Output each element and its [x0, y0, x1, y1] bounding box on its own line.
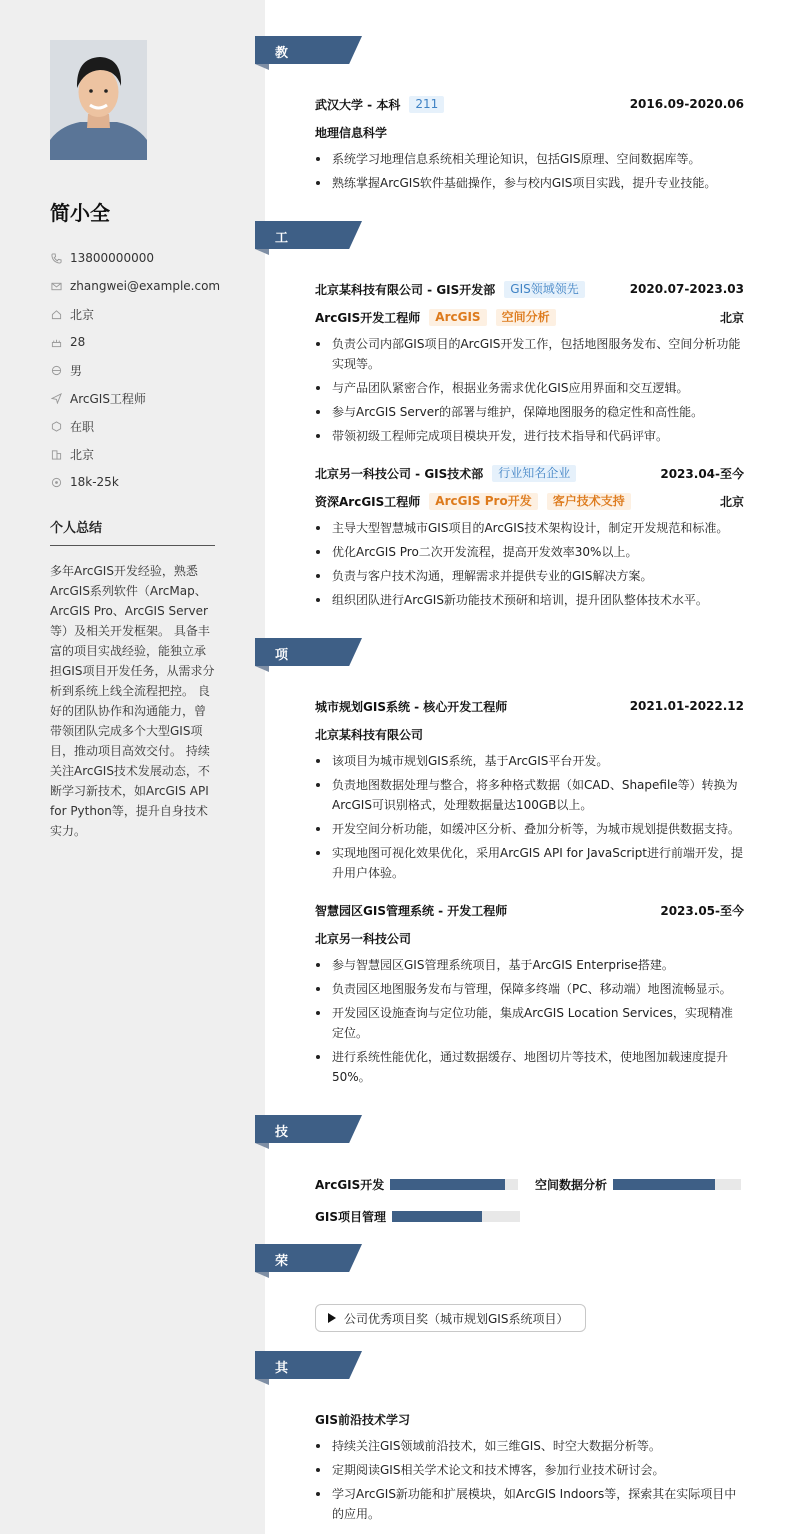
- candidate-name: 简小全: [50, 201, 110, 225]
- other-title: GIS前沿技术学习: [315, 1412, 410, 1427]
- skill-bar-fill: [390, 1179, 505, 1190]
- education-bullets: [315, 149, 744, 193]
- city-icon: [50, 448, 62, 460]
- work-skill-tag: 空间分析: [496, 309, 556, 326]
- list-item: 参与ArcGIS Server的部署与维护，保障地图服务的稳定性和高性能。: [315, 402, 744, 422]
- list-item: 负责园区地图服务发布与管理，保障多终端（PC、移动端）地图流畅显示。: [315, 979, 744, 999]
- education-period: 2016.09-2020.06: [629, 97, 744, 111]
- info-gender: [50, 356, 220, 384]
- list-item: 负责公司内部GIS项目的ArcGIS开发工作，包括地图服务发布、空间分析功能实现等。: [315, 334, 744, 374]
- contact-info-list: [50, 244, 220, 496]
- info-gender-text: 男: [70, 363, 83, 378]
- info-city: [50, 440, 220, 468]
- info-city-text: 北京: [70, 447, 95, 462]
- avatar: [50, 40, 147, 160]
- work-bullets: [315, 518, 744, 610]
- section-projects-title: 项目经历: [275, 648, 290, 720]
- work-title: ArcGIS开发工程师: [315, 310, 421, 325]
- sidebar: [0, 0, 265, 1534]
- status-icon: [50, 420, 62, 432]
- project-entry: [315, 901, 744, 1091]
- info-email-text[interactable]: zhangwei@example.com: [70, 279, 221, 293]
- info-salary: [50, 468, 220, 496]
- play-triangle-icon: [328, 1313, 336, 1323]
- list-item: 负责与客户技术沟通，理解需求并提供专业的GIS解决方案。: [315, 566, 744, 586]
- work-company: 北京某科技有限公司 - GIS开发部: [315, 282, 496, 297]
- project-bullets: [315, 751, 744, 883]
- work-entry: [315, 464, 744, 614]
- work-company: 北京另一科技公司 - GIS技术部: [315, 466, 484, 481]
- avatar-portrait-icon: [50, 40, 147, 160]
- education-tag: 211: [409, 96, 444, 113]
- skill-bar-fill: [613, 1179, 715, 1190]
- project-name: 智慧园区GIS管理系统 - 开发工程师: [315, 903, 508, 918]
- education-entry: [315, 95, 744, 197]
- skill-name: 空间数据分析: [535, 1178, 608, 1192]
- section-other-title: 其他信息: [275, 1361, 290, 1433]
- other-entry: [315, 1410, 744, 1528]
- skill-bar-fill: [392, 1211, 482, 1222]
- section-education-title: 教育经历: [275, 46, 290, 118]
- info-status-text: 在职: [70, 419, 95, 434]
- list-item: 开发空间分析功能，如缓冲区分析、叠加分析等，为城市规划提供数据支持。: [315, 819, 744, 839]
- work-location: 北京: [719, 494, 744, 509]
- work-location: 北京: [719, 310, 744, 325]
- info-status: [50, 412, 220, 440]
- age-icon: [50, 336, 62, 348]
- info-job-text: ArcGIS工程师: [70, 391, 146, 406]
- summary-text: 多年ArcGIS开发经验，熟悉ArcGIS系列软件（ArcMap、ArcGIS Pro、ArcGIS Server等）及相关开发框架。 具备丰富的项目实战经验，能独立承担GIS项目开发任务，从需求分析到系统上线全流程把控。 良好的团队协作和沟通能力，曾带领团队完成多个大型GIS项目，推动项目高效交付。 持续关注ArcGIS技术发展动态，不断学习新技术，如ArcGIS API for Python等，提升自身技术实力。: [50, 564, 215, 838]
- work-period: 2020.07-2023.03: [629, 282, 744, 296]
- work-skill-tag: ArcGIS Pro开发: [429, 493, 537, 510]
- award-item[interactable]: [315, 1304, 586, 1332]
- list-item: 组织团队进行ArcGIS新功能技术预研和培训，提升团队整体技术水平。: [315, 590, 744, 610]
- work-company-tag: 行业知名企业: [492, 465, 576, 482]
- info-email: [50, 272, 220, 300]
- project-period: 2021.01-2022.12: [629, 699, 744, 713]
- list-item: 实现地图可视化效果优化，采用ArcGIS API for JavaScript进行前端开发，提升用户体验。: [315, 843, 744, 883]
- job-icon: [50, 392, 62, 404]
- info-job: [50, 384, 220, 412]
- project-entry: [315, 697, 744, 887]
- list-item: 主导大型智慧城市GIS项目的ArcGIS技术架构设计，制定开发规范和标准。: [315, 518, 744, 538]
- work-entry: [315, 280, 744, 450]
- skill-bar: [613, 1179, 741, 1190]
- skill-name: GIS项目管理: [315, 1210, 386, 1224]
- list-item: 参与智慧园区GIS管理系统项目，基于ArcGIS Enterprise搭建。: [315, 955, 744, 975]
- phone-icon: [50, 252, 62, 264]
- info-age: [50, 328, 220, 356]
- award-text: 公司优秀项目奖（城市规划GIS系统项目）: [344, 1311, 569, 1326]
- list-item: 开发园区设施查询与定位功能，集成ArcGIS Location Services，实现精准定位。: [315, 1003, 744, 1043]
- work-skill-tag: ArcGIS: [429, 309, 486, 326]
- list-item: 定期阅读GIS相关学术论文和技术博客，参加行业技术研讨会。: [315, 1460, 744, 1480]
- salary-icon: [50, 476, 62, 488]
- mail-icon: [50, 280, 62, 292]
- project-bullets: [315, 955, 744, 1087]
- skill-item: [315, 1208, 520, 1225]
- project-name: 城市规划GIS系统 - 核心开发工程师: [315, 699, 508, 714]
- info-phone: [50, 244, 220, 272]
- skill-bar: [390, 1179, 518, 1190]
- work-skill-tag: 客户技术支持: [547, 493, 631, 510]
- list-item: 持续关注GIS领域前沿技术，如三维GIS、时空大数据分析等。: [315, 1436, 744, 1456]
- list-item: 系统学习地理信息系统相关理论知识，包括GIS原理、空间数据库等。: [315, 149, 744, 169]
- education-major: 地理信息科学: [315, 125, 388, 140]
- list-item: 负责地图数据处理与整合，将多种格式数据（如CAD、Shapefile等）转换为ArcGIS可识别格式，处理数据量达100GB以上。: [315, 775, 744, 815]
- list-item: 与产品团队紧密合作，根据业务需求优化GIS应用界面和交互逻辑。: [315, 378, 744, 398]
- info-phone-text[interactable]: 13800000000: [70, 251, 154, 265]
- skill-item: [535, 1176, 741, 1193]
- list-item: 优化ArcGIS Pro二次开发流程，提高开发效率30%以上。: [315, 542, 744, 562]
- list-item: 带领初级工程师完成项目模块开发，进行技术指导和代码评审。: [315, 426, 744, 446]
- info-salary-text: 18k-25k: [70, 475, 119, 489]
- list-item: 进行系统性能优化，通过数据缓存、地图切片等技术，使地图加载速度提升50%。: [315, 1047, 744, 1087]
- info-age-text: 28: [70, 335, 86, 349]
- info-home: [50, 300, 220, 328]
- education-school: 武汉大学 - 本科: [315, 97, 401, 112]
- project-company: 北京另一科技公司: [315, 931, 412, 946]
- list-item: 熟练掌握ArcGIS软件基础操作，参与校内GIS项目实践，提升专业技能。: [315, 173, 744, 193]
- project-period: 2023.05-至今: [660, 903, 744, 918]
- gender-icon: [50, 364, 62, 376]
- work-bullets: [315, 334, 744, 446]
- summary-title: 个人总结: [50, 517, 215, 546]
- home-icon: [50, 308, 62, 320]
- work-company-tag: GIS领域领先: [504, 281, 584, 298]
- other-bullets: [315, 1436, 744, 1524]
- list-item: 该项目为城市规划GIS系统，基于ArcGIS平台开发。: [315, 751, 744, 771]
- skill-item: [315, 1176, 518, 1193]
- skill-bar: [392, 1211, 520, 1222]
- list-item: 学习ArcGIS新功能和扩展模块，如ArcGIS Indoors等，探索其在实际项目中的应用。: [315, 1484, 744, 1524]
- info-home-text: 北京: [70, 307, 95, 322]
- section-work-title: 工作经历: [275, 231, 290, 303]
- skill-name: ArcGIS开发: [315, 1178, 385, 1192]
- section-skills-title: 技能专长: [275, 1125, 290, 1197]
- section-awards-title: 荣誉奖项: [275, 1254, 290, 1326]
- project-company: 北京某科技有限公司: [315, 727, 424, 742]
- work-period: 2023.04-至今: [660, 466, 744, 481]
- work-title: 资深ArcGIS工程师: [315, 494, 421, 509]
